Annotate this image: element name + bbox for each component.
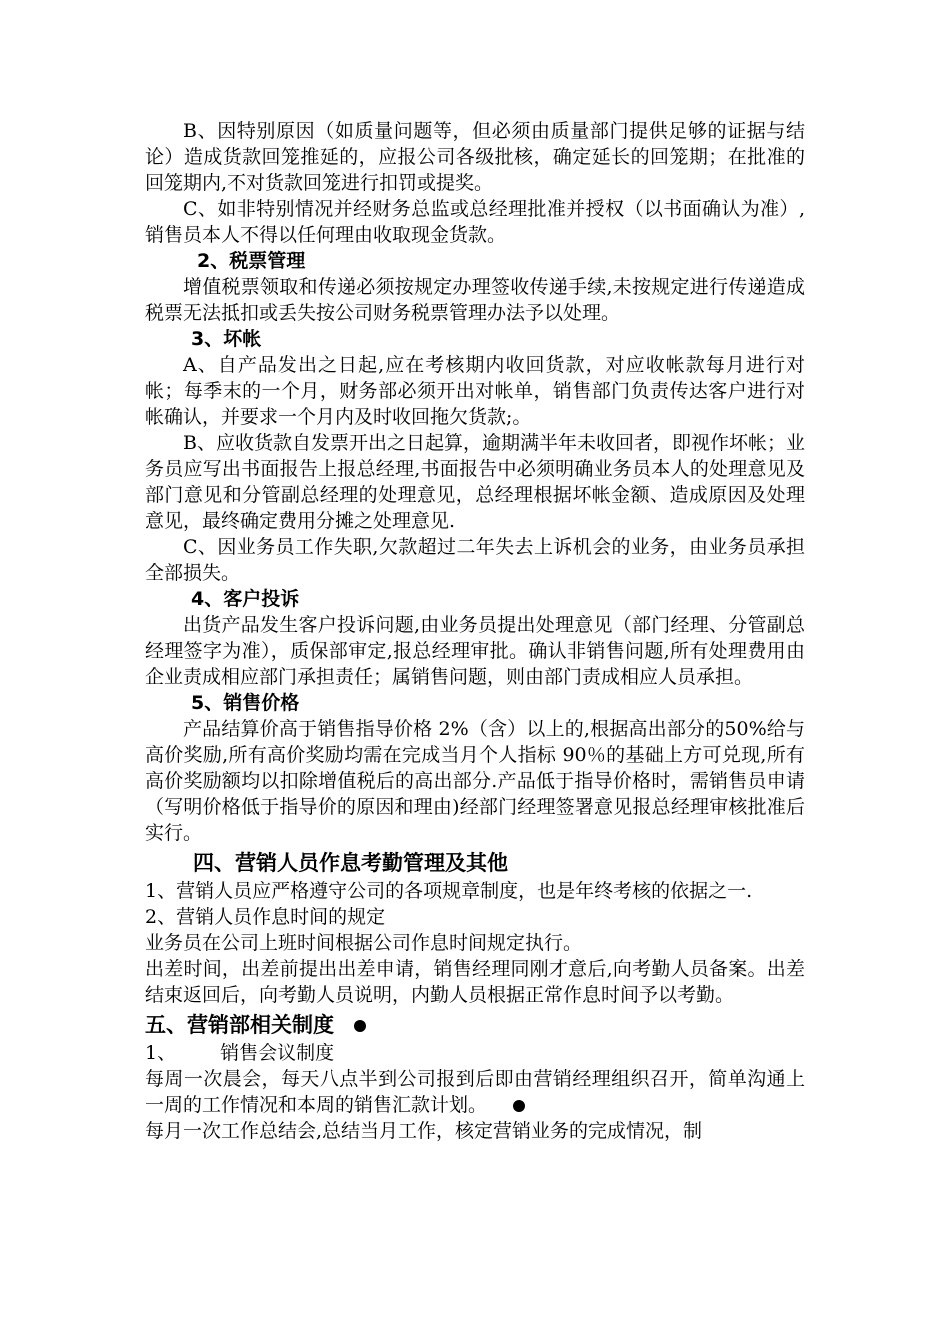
heading-customer-complaint: 4、客户投诉 bbox=[191, 588, 300, 610]
heading-sales-price: 5、销售价格 bbox=[191, 692, 300, 714]
paragraph-b-bad-debt: B、应收货款自发票开出之日起算，逾期满半年未收回者，即视作坏帐；业务员应写出书面报告上报总经理,书面报告中必须明确业务员本人的处理意见及部门意见和分管副总经理的处理意见，总经理根据坏帐金额、造成原因及处理意见，最终确定费用分摊之处理意见. bbox=[145, 432, 805, 532]
section-five-title: 五、营销部相关制度 bbox=[145, 1013, 334, 1037]
document-body bbox=[145, 118, 805, 1144]
section-five-weekly-meeting bbox=[145, 1066, 805, 1118]
paragraph-a-bad-debt: A、自产品发出之日起,应在考核期内收回货款，对应收帐款每月进行对帐；每季末的一个月，财务部必须开出对帐单，销售部门负责传达客户进行对帐确认，并要求一个月内及时收回拖欠货款;。 bbox=[145, 354, 805, 428]
paragraph-sales-price: 产品结算价高于销售指导价格 2%（含）以上的,根据高出部分的50%给与高价奖励,所有高价奖励均需在完成当月个人指标 90％的基础上方可兑现,所有高价奖励额均以扣除增值税后的高出部分.产品低于指导价格时，需销售员申请（写明价格低于指导价的原因和理由)经部门经理签署意见报总经理审核批准后实行。 bbox=[145, 718, 805, 844]
section-four-work-hours: 业务员在公司上班时间根据公司作息时间规定执行。 bbox=[145, 932, 583, 954]
paragraph-tax-invoice: 增值税票领取和传递必须按规定办理签收传递手续,未按规定进行传递造成税票无法抵扣或丢失按公司财务税票管理办法予以处理。 bbox=[145, 276, 805, 324]
heading-bad-debt: 3、坏帐 bbox=[191, 328, 262, 350]
paragraph-b-collection: B、因特别原因（如质量问题等，但必须由质量部门提供足够的证据与结论）造成货款回笼推延的，应报公司各级批核，确定延长的回笼期；在批准的回笼期内,不对货款回笼进行扣罚或提奖。 bbox=[145, 120, 805, 194]
section-four-heading: 四、营销人员作息考勤管理及其他 bbox=[193, 851, 508, 875]
section-four-item-1: 1、营销人员应严格遵守公司的各项规章制度，也是年终考核的依据之一. bbox=[145, 880, 753, 902]
section-four-business-trip: 出差时间，出差前提出出差申请，销售经理同刚才意后,向考勤人员备案。出差结束返回后，向考勤人员说明，内勤人员根据正常作息时间予以考勤。 bbox=[145, 958, 805, 1006]
section-four-item-2: 2、营销人员作息时间的规定 bbox=[145, 906, 386, 928]
paragraph-c-bad-debt: C、因业务员工作失职,欠款超过二年失去上诉机会的业务，由业务员承担全部损失。 bbox=[145, 536, 805, 584]
paragraph-customer-complaint: 出货产品发生客户投诉问题,由业务员提出处理意见（部门经理、分管副总经理签字为准），质保部审定,报总经理审批。确认非销售问题,所有处理费用由企业责成相应部门承担责任；属销售问题，则由部门责成相应人员承担。 bbox=[145, 614, 805, 688]
bullet-dot-icon bbox=[513, 1100, 525, 1112]
bullet-dot-icon bbox=[354, 1020, 366, 1032]
section-five-item-1-text: 销售会议制度 bbox=[220, 1042, 335, 1064]
section-five-item-1 bbox=[145, 1040, 805, 1066]
weekly-meeting-text: 每周一次晨会，每天八点半到公司报到后即由营销经理组织召开，简单沟通上一周的工作情况和本周的销售汇款计划。 bbox=[145, 1068, 805, 1116]
paragraph-c-cash: C、如非特别情况并经财务总监或总经理批准并授权（以书面确认为准）,销售员本人不得以任何理由收取现金货款。 bbox=[145, 198, 805, 246]
section-five-heading bbox=[145, 1010, 805, 1040]
heading-tax-invoice: 2、税票管理 bbox=[197, 250, 306, 272]
section-five-item-1-number: 1、 bbox=[145, 1042, 177, 1064]
section-five-monthly-meeting: 每月一次工作总结会,总结当月工作，核定营销业务的完成情况，制 bbox=[145, 1120, 703, 1142]
